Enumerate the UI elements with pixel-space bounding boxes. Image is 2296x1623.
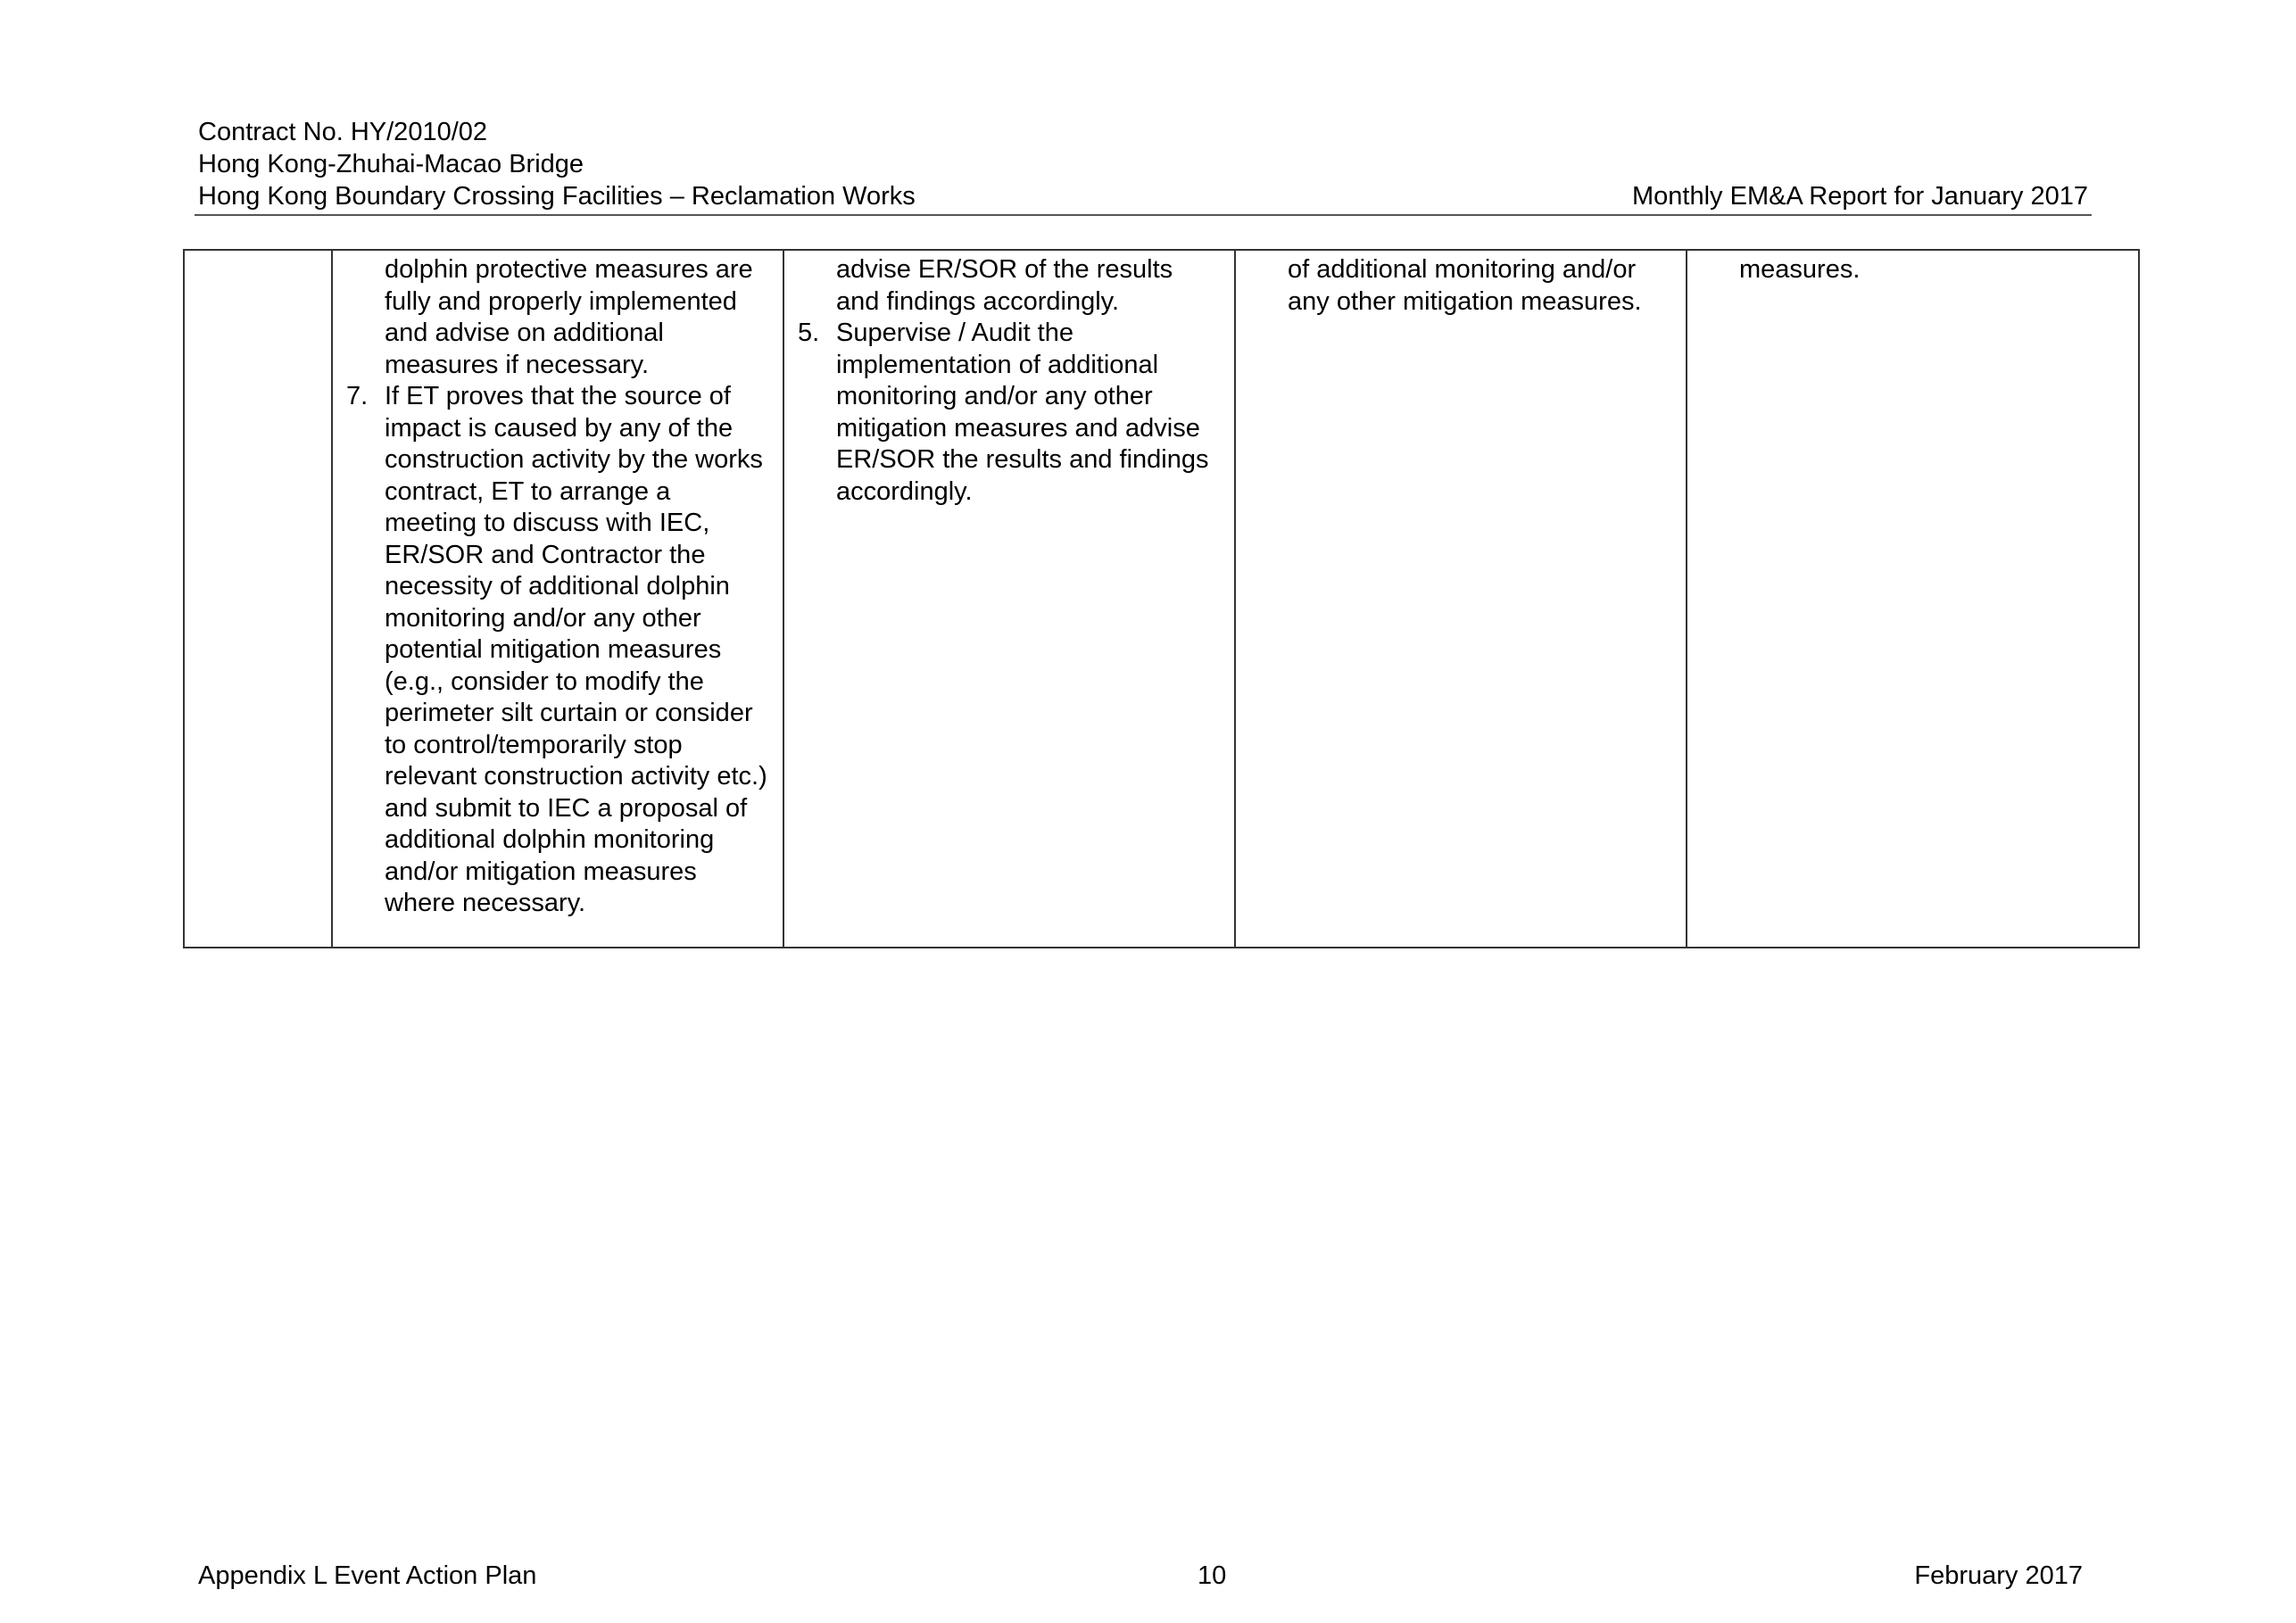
works-title: Hong Kong Boundary Crossing Facilities – Reclamation Works (198, 182, 916, 211)
report-title: Monthly EM&A Report for January 2017 (1632, 182, 2088, 211)
list-item-text: If ET proves that the source of impact is caused by any of the construction activity by the works contract, ET to arrange a meeting to discuss with IEC, ER/SOR and Contractor the necessity of additional dolphin monitoring and/or any other potential mitigation measures (e.g., consider to modify the perimeter silt curtain or consider to control/temporarily stop relevant construction activity etc.) and submit to IEC a proposal of additional dolphin monitoring and/or mitigation measures where necessary. (385, 382, 767, 917)
contractor-action-cell (1687, 250, 2139, 948)
project-name: Hong Kong-Zhuhai-Macao Bridge (198, 150, 584, 178)
et-action-continued: dolphin protective measures are fully and properly implemented and advise on additional measures if necessary. (385, 255, 753, 379)
page-header (198, 116, 2088, 212)
list-item (798, 318, 1220, 508)
iec-action-continued: advise ER/SOR of the results and findings accordingly. (836, 255, 1173, 316)
header-last-line (198, 180, 2088, 212)
contract-number: Contract No. HY/2010/02 (198, 118, 488, 146)
iec-action-cell (783, 250, 1235, 948)
list-item (346, 381, 768, 920)
et-action-list (346, 381, 768, 920)
sor-action-continued: of additional monitoring and/or any other mitigation measures. (1288, 255, 1642, 316)
et-action-cell (332, 250, 783, 948)
page-number: 10 (1198, 1561, 1227, 1590)
header-divider (195, 214, 2092, 216)
table-row (184, 250, 2139, 948)
event-action-plan-table (183, 249, 2140, 948)
event-cell (184, 250, 332, 948)
footer-date: February 2017 (1914, 1561, 2083, 1590)
contractor-action-continued: measures. (1739, 255, 1861, 284)
list-item-number: 7. (346, 382, 369, 410)
iec-action-list (798, 318, 1220, 508)
appendix-title: Appendix L Event Action Plan (198, 1561, 537, 1590)
list-item-number: 5. (798, 319, 820, 347)
sor-action-cell (1235, 250, 1687, 948)
list-item-text: Supervise / Audit the implementation of additional monitoring and/or any other mitigation measures and advise ER/SOR the results and findings accordingly. (836, 319, 1209, 506)
